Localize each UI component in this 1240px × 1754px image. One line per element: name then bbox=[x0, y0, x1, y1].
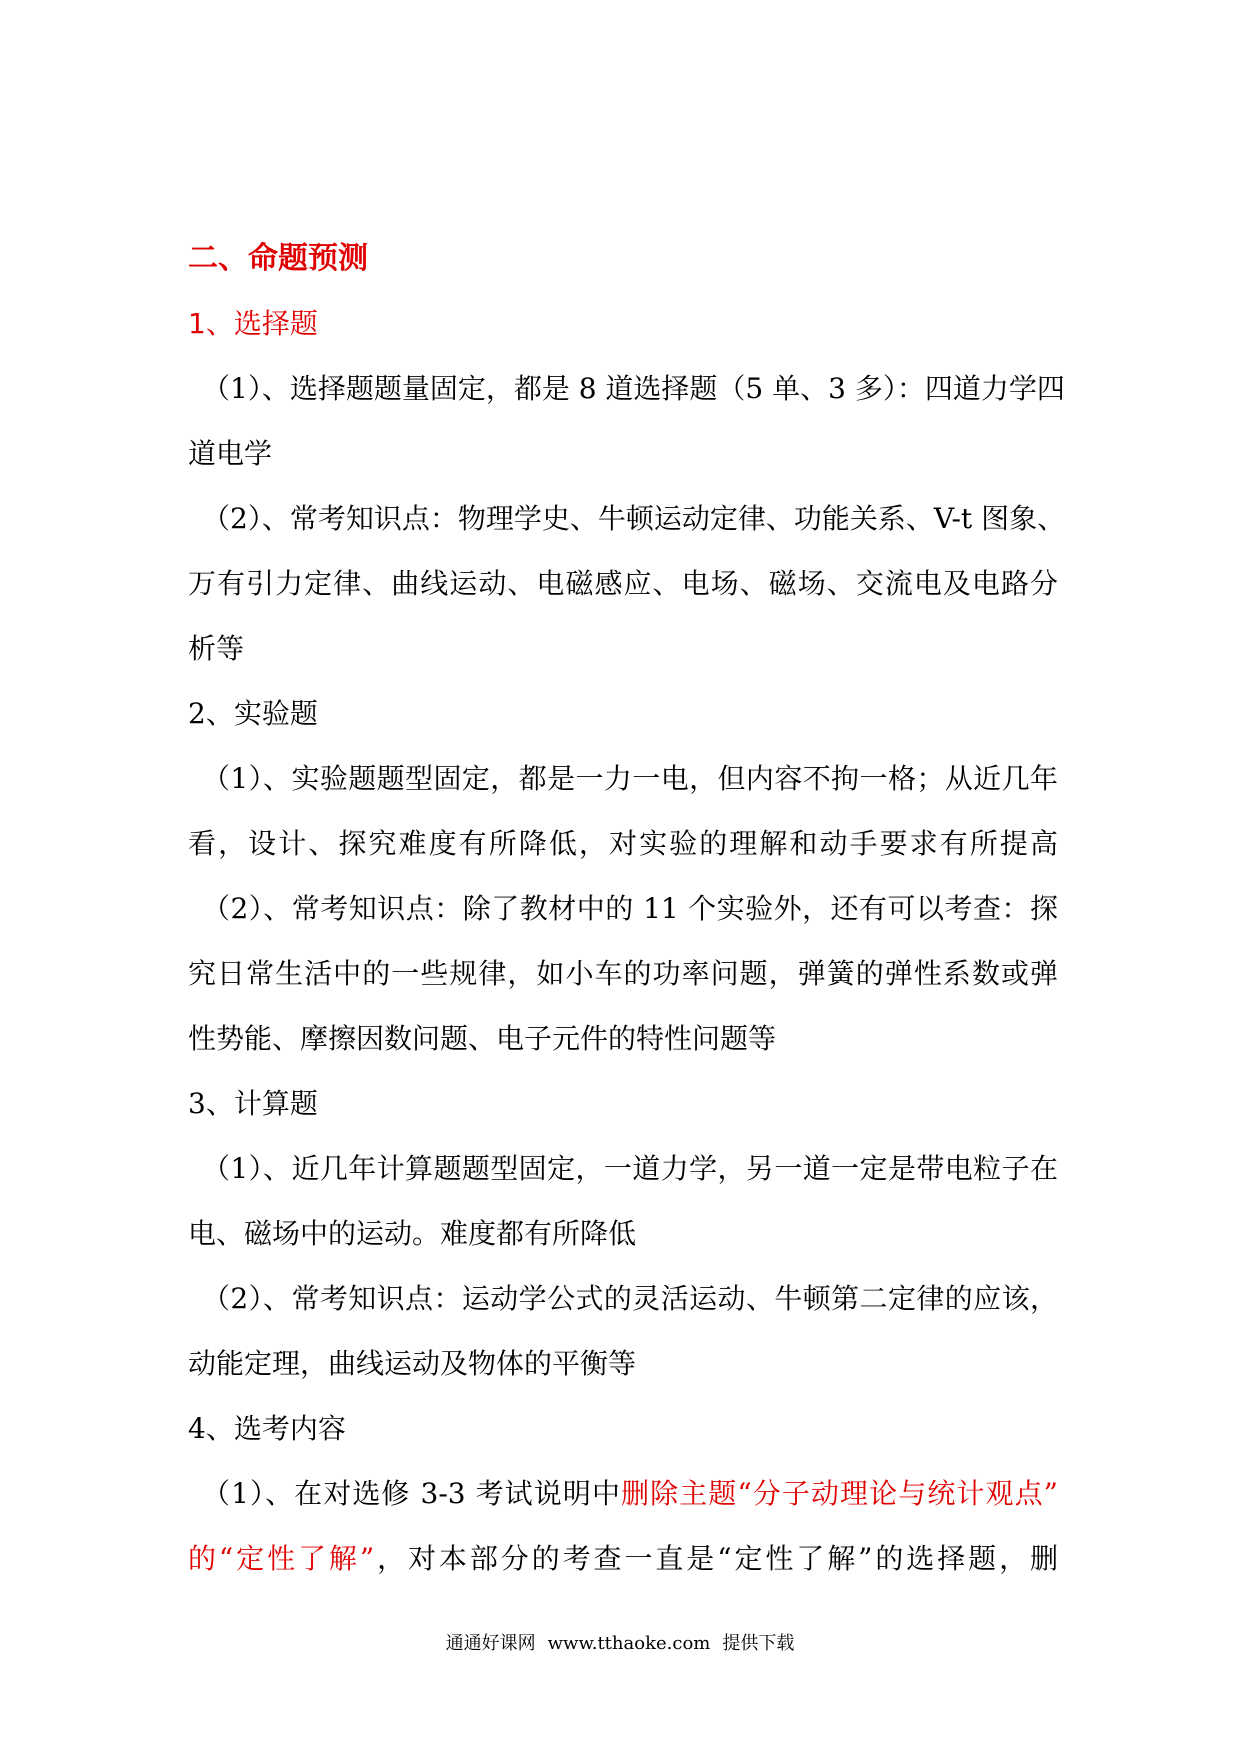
footer-url: www.tthaoke.com bbox=[547, 1633, 711, 1654]
paragraph-line: 动能定理，曲线运动及物体的平衡等 bbox=[188, 1347, 637, 1380]
footer-note: 提供下载 bbox=[722, 1633, 795, 1654]
paragraph-line: 究日常生活中的一些规律，如小车的功率问题，弹簧的弹性系数或弹 bbox=[188, 957, 1058, 990]
document-body bbox=[188, 226, 1066, 1591]
subsection-title-choice: 1、选择题 bbox=[188, 307, 318, 340]
paragraph-line: （2）、常考知识点：除了教材中的 11 个实验外，还有可以考查：探 bbox=[202, 892, 1058, 925]
paragraph-line: 万有引力定律、曲线运动、电磁感应、电场、磁场、交流电及电路分 bbox=[188, 567, 1058, 600]
paragraph-line: （1）、近几年计算题题型固定，一道力学，另一道一定是带电粒子在 bbox=[202, 1152, 1058, 1185]
subsection-title-calculation: 3、计算题 bbox=[188, 1087, 318, 1120]
paragraph-line: （2）、常考知识点：物理学史、牛顿运动定律、功能关系、V-t 图象、 bbox=[202, 502, 1066, 535]
subsection-title-experiment: 2、实验题 bbox=[188, 697, 318, 730]
paragraph-line: 道电学 bbox=[188, 437, 273, 470]
subsection-title-elective: 4、选考内容 bbox=[188, 1412, 346, 1445]
paragraph-line-mixed bbox=[188, 1526, 1058, 1591]
paragraph-line: （1）、实验题题型固定，都是一力一电，但内容不拘一格；从近几年 bbox=[202, 762, 1058, 795]
paragraph-line: 性势能、摩擦因数问题、电子元件的特性问题等 bbox=[188, 1022, 777, 1055]
page-footer bbox=[0, 1632, 1240, 1656]
highlighted-text: 删除主题“分子动理论与统计观点” bbox=[621, 1477, 1058, 1510]
paragraph-text: （1）、在对选修 3-3 考试说明中 bbox=[202, 1477, 622, 1510]
paragraph-text: ，对本部分的考查一直是“定性了解”的选择题，删 bbox=[374, 1542, 1058, 1575]
paragraph-line: 析等 bbox=[188, 632, 245, 665]
paragraph-line: 看，设计、探究难度有所降低，对实验的理解和动手要求有所提高 bbox=[188, 827, 1058, 860]
footer-site-name: 通通好课网 bbox=[445, 1633, 536, 1654]
paragraph-line: 电、磁场中的运动。难度都有所降低 bbox=[188, 1217, 637, 1250]
section-heading: 二、命题预测 bbox=[188, 241, 368, 276]
paragraph-line: （2）、常考知识点：运动学公式的灵活运动、牛顿第二定律的应该， bbox=[202, 1282, 1058, 1315]
highlighted-text: 的“定性了解” bbox=[188, 1542, 375, 1575]
paragraph-line: （1）、选择题题量固定，都是 8 道选择题（5 单、3 多）：四道力学四 bbox=[202, 372, 1065, 405]
paragraph-line-mixed bbox=[188, 1461, 1058, 1526]
